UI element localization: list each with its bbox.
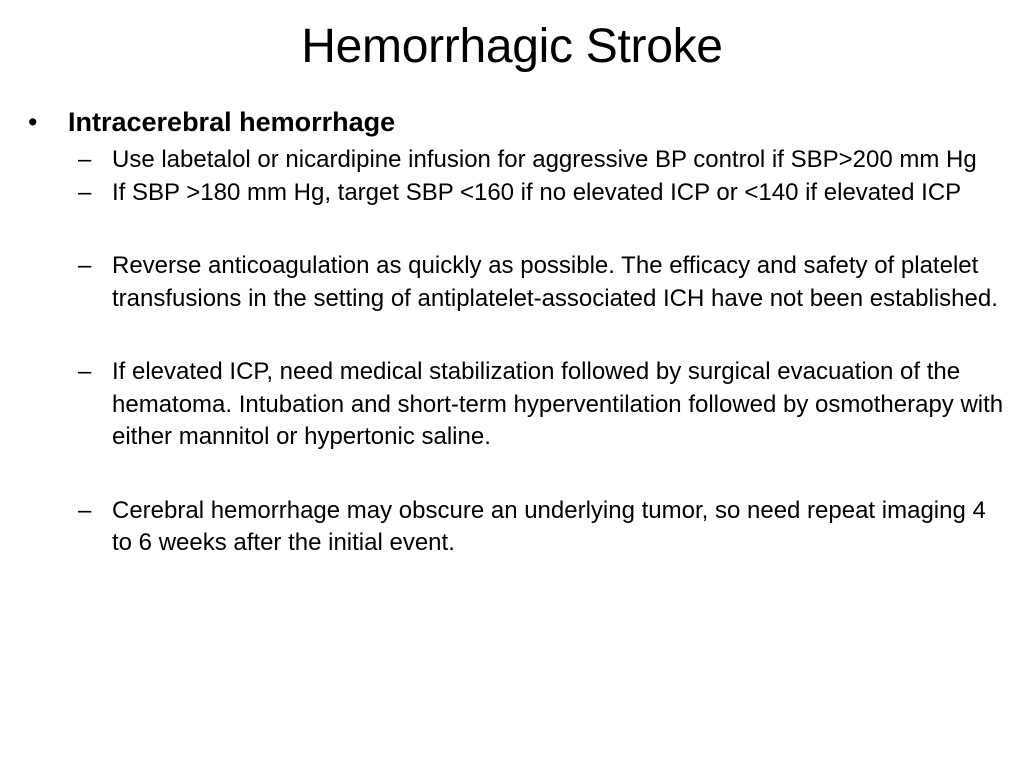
- sub-bullet-text: If SBP >180 mm Hg, target SBP <160 if no elevated ICP or <140 if elevated ICP: [112, 178, 962, 206]
- sub-bullet-text: Cerebral hemorrhage may obscure an underlying tumor, so need repeat imaging 4 to 6 weeks after the initial event.: [112, 496, 986, 556]
- sub-bullet-item: [28, 177, 1008, 210]
- sub-bullet-item: [28, 495, 1008, 560]
- dash-marker: –: [78, 496, 92, 524]
- dash-marker: –: [78, 358, 92, 385]
- sub-bullet-text: Use labetalol or nicardipine infusion for aggressive BP control if SBP>200 mm Hg: [112, 146, 977, 173]
- bullet-item: [28, 104, 1008, 140]
- spacer: [28, 209, 1008, 250]
- bullet-text: Intracerebral hemorrhage: [68, 107, 396, 137]
- sub-bullet-item: [28, 250, 1008, 315]
- slide-content: [28, 104, 1008, 560]
- spacer: [28, 315, 1008, 356]
- sub-bullet-text: If elevated ICP, need medical stabilization followed by surgical evacuation of the hematoma. Intubation and short-term hyperventilation followed by osmotherapy with either mannitol or hypertonic saline.: [112, 358, 1004, 450]
- dash-marker: –: [78, 252, 92, 279]
- sub-bullet-text: Reverse anticoagulation as quickly as possible. The efficacy and safety of platelet transfusions in the setting of antiplatelet-associated ICH have not been established.: [112, 252, 998, 312]
- sub-bullet-item: [28, 144, 1008, 177]
- spacer: [28, 454, 1008, 495]
- dash-marker: –: [78, 146, 92, 173]
- sub-bullet-item: [28, 356, 1008, 454]
- dash-marker: –: [78, 178, 92, 206]
- bullet-marker: •: [28, 107, 38, 137]
- slide-title: Hemorrhagic Stroke: [301, 20, 723, 73]
